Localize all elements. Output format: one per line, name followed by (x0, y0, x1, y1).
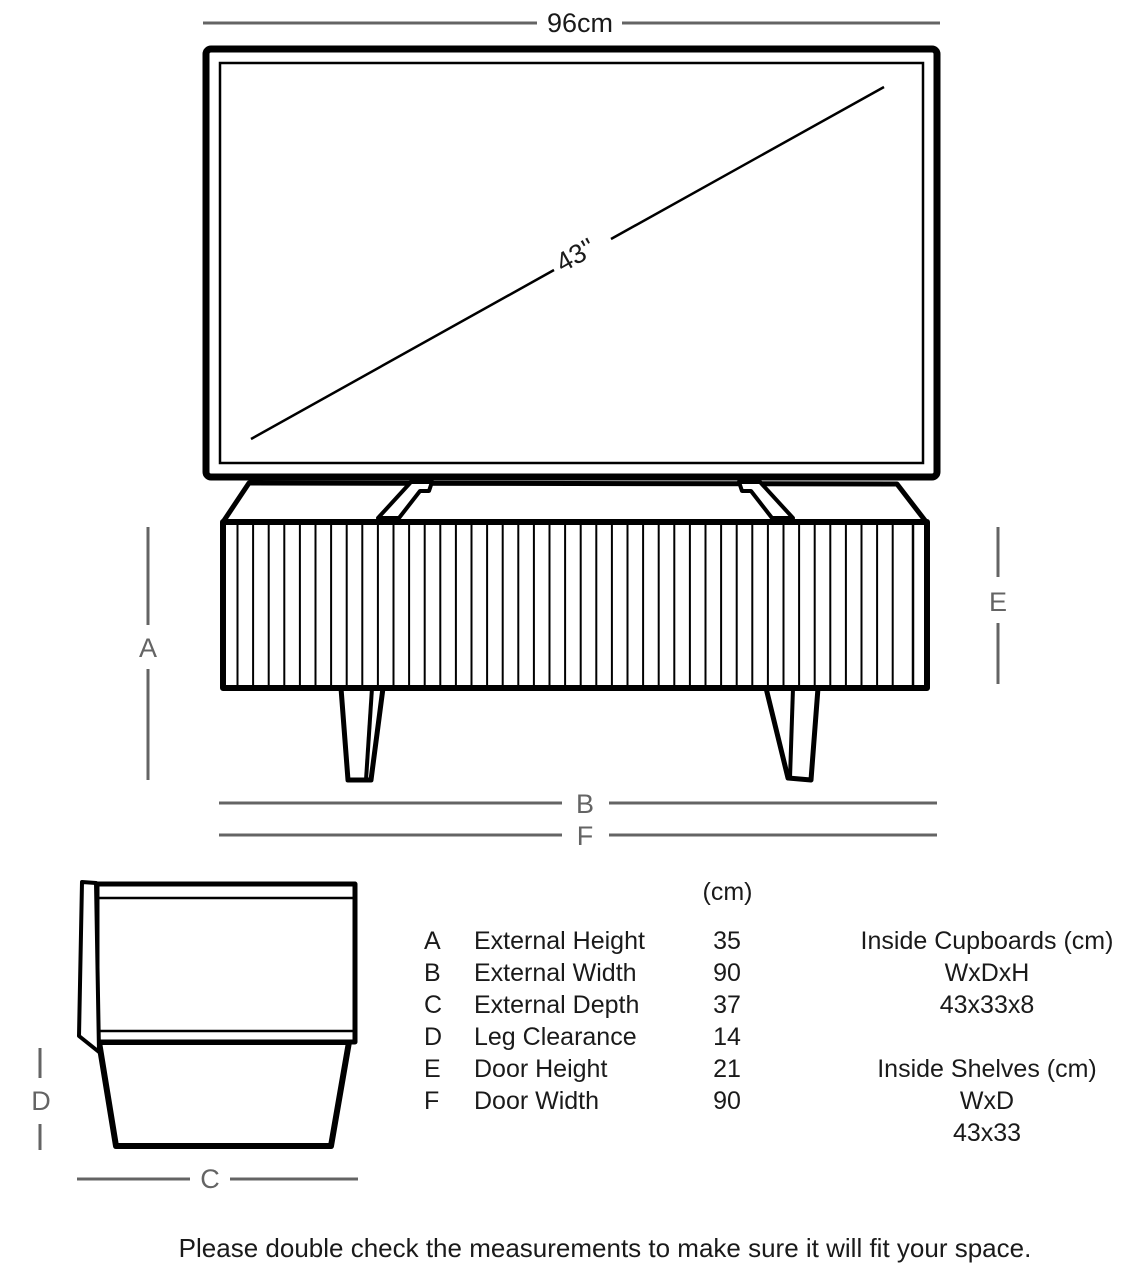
inside-shelves-dims-value: 43x33 (952, 1119, 1022, 1147)
tv-width-dimension (203, 8, 940, 38)
spec-row-letter: F (424, 1087, 440, 1115)
tv-stand-front-view (223, 483, 927, 780)
spec-row-letter: A (424, 927, 441, 955)
spec-row-name: Door Width (474, 1087, 600, 1115)
side-view-legs (99, 1042, 349, 1146)
spec-row-name: Leg Clearance (474, 1023, 637, 1051)
dimension-a (139, 527, 157, 780)
inside-cupboards-dims-value: 43x33x8 (939, 991, 1035, 1019)
tv (206, 49, 937, 518)
footer-note: Please double check the measurements to make sure it will fit your space. (178, 1233, 1032, 1263)
dimension-f (219, 821, 937, 851)
dimension-b (219, 789, 937, 819)
inside-shelves-dims-label: WxD (959, 1087, 1015, 1115)
inside-shelves-info (828, 1053, 1146, 1149)
spec-table (420, 925, 766, 1117)
spec-row-letter: B (424, 959, 441, 987)
spec-row-letter: E (424, 1055, 441, 1083)
spec-row-letter: C (424, 991, 443, 1019)
dimension-e-label: E (988, 587, 1008, 617)
spec-table-unit-header: (cm) (702, 878, 753, 906)
side-view-body (97, 884, 355, 1042)
inside-cupboards-dims-label: WxDxH (944, 959, 1030, 987)
stand-leg-left-shape (341, 688, 383, 780)
spec-row-name: External Height (474, 927, 645, 955)
stand-leg-right (766, 688, 818, 780)
spec-row-name: Door Height (474, 1055, 608, 1083)
spec-row-name: External Depth (474, 991, 640, 1019)
spec-row-name: External Width (474, 959, 637, 987)
side-view-door-panel (79, 882, 99, 1052)
spec-row-letter: D (424, 1023, 443, 1051)
side-view (79, 882, 355, 1146)
inside-cupboards-info (828, 925, 1146, 1021)
dimension-e (989, 527, 1007, 684)
stand-top-surface (223, 483, 927, 523)
dimension-c (77, 1164, 358, 1194)
dimension-d-label: D (31, 1086, 51, 1116)
tv-width-label: 96cm (546, 8, 614, 38)
spec-row-value: 21 (713, 1055, 741, 1083)
spec-row-value: 37 (713, 991, 741, 1019)
spec-row-value: 35 (713, 927, 741, 955)
spec-row-value: 90 (713, 959, 741, 987)
spec-row-value: 14 (713, 1023, 741, 1051)
inside-cupboards-title: Inside Cupboards (cm) (860, 927, 1114, 955)
tv-diagonal-size-label: 43'' (550, 232, 601, 279)
dimension-c-label: C (200, 1164, 220, 1194)
dimension-f-label: F (576, 821, 594, 851)
dimension-d (31, 1048, 51, 1150)
spec-row-value: 90 (713, 1087, 741, 1115)
stand-leg-left (341, 688, 383, 780)
inside-shelves-title: Inside Shelves (cm) (877, 1055, 1097, 1083)
dimension-b-label: B (575, 789, 595, 819)
dimension-a-label: A (138, 633, 158, 663)
stand-front-face (223, 522, 927, 688)
